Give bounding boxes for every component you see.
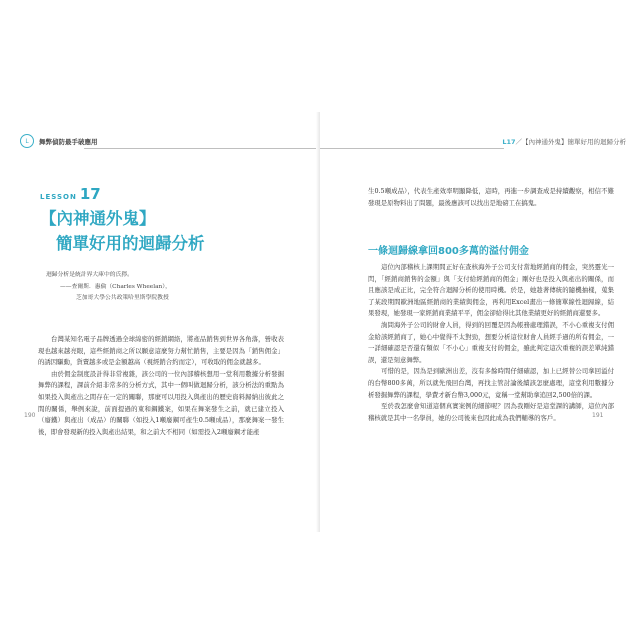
epigraph-affiliation: 芝加哥大學公共政策哈里斯學院教授 [76, 295, 169, 301]
header-lesson-number: L17 [502, 138, 516, 146]
epigraph-line: 迴歸分析是統計界大庫中的氏獰。 [46, 272, 133, 278]
page-number-left: 190 [24, 412, 36, 419]
paragraph: 台灣某知名電子品牌透過全球綿密的經銷網絡，將產品銷售到世界各角落，營收表現也越來越亮眼，這些經銷商之所以願意這麼努力幫忙銷售，主要是因為「銷售佣金」的誘因驅動，貨賣越多或是金額越高（視經銷合約而定），可收取的佣金就越多。 [38, 335, 284, 367]
epigraph-attribution: ——查爾斯．惠倫（Charles Wheelan）， [60, 283, 171, 290]
right-header [502, 137, 626, 146]
header-lesson-title: ／【內神通外鬼】簡單好用的迴歸分析 [515, 138, 626, 146]
section-heading: 一條迴歸線拿回800多萬的溢付佣金 [368, 246, 529, 257]
series-logo-icon: L [20, 134, 34, 148]
paragraph: 可惜的是，因為是到歐洲出差，沒有多餘時間仔細確認，加上已經替公司拿回溢付的台幣800多萬，所以就先飛回台灣，再找主管討論後續該怎麼處理，這堂利用數據分析發掘舞弊的課程，學費才新台幣3,000元，竟稱一堂幫助拿追回2,500倍的課。 [368, 367, 614, 399]
paragraph: 由於佣金制度設計得非常複雜，該公司的一位內部稽核想用一堂利用數據分析發掘舞弊的課程，課前介紹非常多的分析方式，其中一個叫做迴歸分析，該分析法的重點為如果投入與產出之間存在一定的關聯，那麼可以用投入與產出的歷史資料歸納出彼此之間的關係，舉例來說，前面提過的東和鋼鐵案，如果在舞案發生之前，就已建立投入（廢鐵）與產出（成品）的關聯（如投入1噸廢鋼可產生0.5噸成品），那麼舞案一發生後，即會發現新的投入與產出結果，和之前大不相同（如需投入2噸廢鋼才能產 [38, 369, 284, 436]
lesson-number: 17 [79, 185, 101, 203]
paragraph: 詢問海外子公司的財會人員，得到的回覆是因為帳務處理錯誤，不小心重複支付佣金給該經銷商了，她心中覺得不太對勁，想要分析這位財會人員經手過的所有佣金，一一詳細確認是否還有類似「不小心」重複支付的佣金，雖此判定這次重複的誤差單純錯誤，還是刻意舞弊。 [368, 320, 614, 364]
page-number-right: 191 [592, 412, 604, 419]
lesson-label [40, 184, 101, 203]
paragraph: 這位內部稽核上課期間正好在查核海外子公司支付當地經銷商的佣金，突然靈光一閃，「經銷商銷售的金額」與「支付給經銷商的佣金」剛好也是投入與產出的關係，而且應該是成正比，完全符合迴歸分析的使用時機。於是，她趁著傳統的隨機抽樣，蒐集了某段期間歐洲地區經銷商的業績與佣金，再利用Excel畫出一條簡單線性迴歸線，結果發現，她發現一家經銷商業績平平，佣金卻給得比其他業績更好的經銷商還要多。 [368, 263, 614, 318]
left-body-text [38, 334, 284, 438]
lesson-word: LESSON [40, 193, 77, 201]
chapter-title-line1: 【內神通外鬼】 [40, 209, 156, 228]
header-rule [320, 148, 504, 149]
paragraph: 至於我怎麼會知道這個真實案例的細節呢？因為我剛好是這堂課的講師，這位內部稽核就是其中一名學員，她的公司後來也因此成為我們輔導的客戶。 [368, 402, 614, 422]
right-body-continued [368, 186, 614, 209]
header-rule [84, 148, 320, 149]
left-page [0, 112, 320, 532]
right-body-text [368, 262, 614, 424]
chapter-title-line2: 簡單好用的迴歸分析 [56, 234, 205, 253]
right-page [320, 112, 640, 532]
epigraph [46, 270, 171, 305]
left-header [20, 134, 98, 148]
book-title: 舞弊偵防最手破應用 [39, 137, 98, 146]
paragraph: 生0.5噸成品），代表生產效率明顯降低，這時，再進一步調查成是持續觀察，相信不難發現是原物料出了問題，最後應該可以找出是地磅工在搞鬼。 [368, 187, 614, 207]
